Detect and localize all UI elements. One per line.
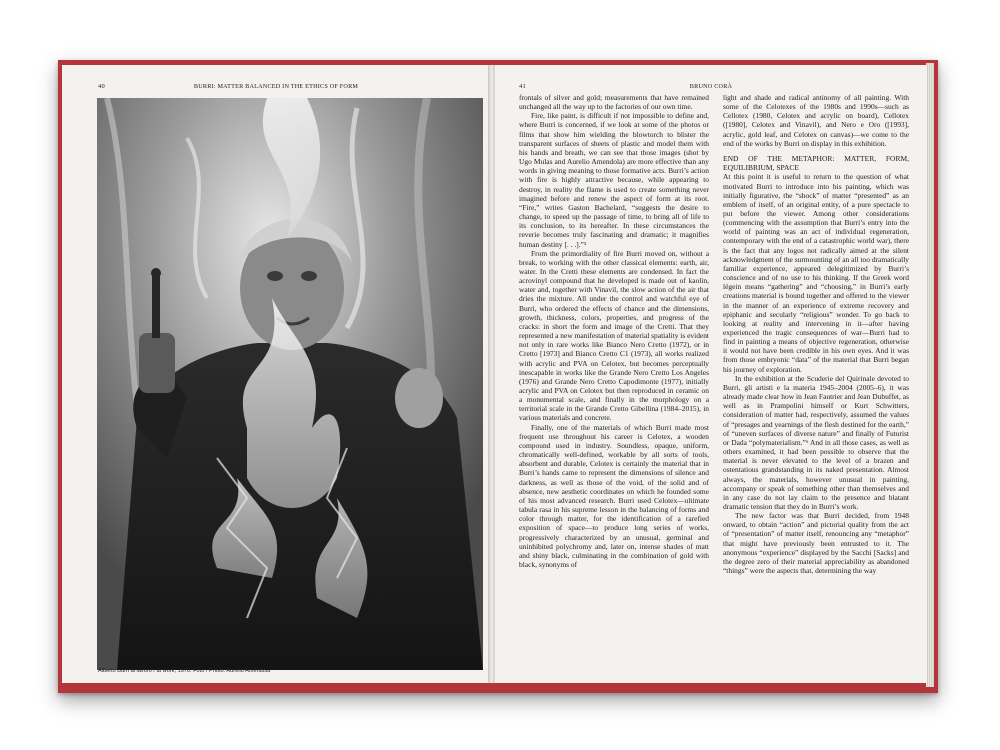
paragraph: frontals of silver and gold; measurements that have remained unchanged all the way up to the factories of our own time.	[519, 93, 709, 112]
artist-photo	[97, 98, 483, 670]
text-column-1	[519, 93, 709, 569]
text-column-2	[723, 93, 909, 575]
right-running-head: BRUNO CORÀ	[689, 83, 733, 90]
paragraph: From the primordiality of fire Burri moved on, without a break, to working with the other classical elements: earth, air, water. In the Cretti these elements are condensed. In fact the acrovinyl compound that he developed is made out of kaolin, water and, together with Vinavil, the slow action of the air that dries the mixture. All under the control and watchful eye of Burri, who ordered the effects of chance and the dimensions, growth, thickness, colors, properties, and progress of the cracks: in short the form and image of the Cretti. That they represented a new manifestation of material spatiality is evident not only in rare works like Bianco Nero Cretto (1972), or in Cretto [1973] and Bianco Cretto C1 (1973), all works realized with acrylic and PVA on Celotex, but becomes perceptually inescapable in works like the Grande Nero Cretto Los Angeles (1976) and Grande Nero Cretto Capodimonte (1977), initially acrylic and PVA on Celotex but then reproduced in ceramic on a monumental scale, and finally in the morphology on a territorial scale in the Grande Cretto Gibellina (1984–2015), in various materials and concrete.	[519, 248, 710, 423]
right-page	[494, 65, 927, 683]
open-book	[58, 60, 938, 693]
left-folio: 40	[98, 83, 105, 90]
section-heading: END OF THE METAPHOR: MATTER, FORM, EQUILIBRIUM, SPACE	[723, 153, 909, 173]
paragraph: In the exhibition at the Scuderie del Quirinale devoted to Burri, gli artisti e la materia 1945–2004 (2005–6), it was already made clear how in Jean Fautrier and Jean Dubuffet, as well as in Prampolini himself or Kurt Schwitters, consideration of matter had, respectively, assumed the values of “presages and yearnings of the flesh destined for the earth,” of “uneven surfaces of diverse nature” and finally of Futurist or Dada “polymaterialism.”⁶ And in all those cases, as well as others examined, it had been possible to observe that the material is never elevated to the level of a brazen and ostentatious grandstanding in its naked presentation. Almost always, the materials, however unusual in painting, accompany or speak of something other than themselves and in any case do not lay claim to the presence and blatant dramatic tension that they do in Burri’s work.	[723, 373, 909, 511]
right-folio: 41	[519, 83, 526, 90]
page-edges	[926, 63, 934, 687]
paragraph: light and shade and radical antinomy of all painting. With some of the Celotexes of the 1980s and 1990s—such as Cellotex (1980, Celotex and acrylic on board), Cellotex ([1980], Celotex and Vinavil), and Nero e Oro ([1993], acrylic, gold leaf, and Celotex on canvas)—we come to the end of the works by Burri on display in this exhibition.	[723, 93, 909, 148]
photo-caption: Alberto Burri al lavoro / at work, 1976. Foto / Photo: Aurelio Amendola	[98, 668, 271, 674]
left-page	[62, 65, 491, 683]
paragraph: Fire, like paint, is difficult if not impossible to define and, where Burri is concerned, if we look at some of the photos or films that show him wielding the blowtorch to blister the transparent surfaces of sheets of plastic and model them with his hands and breath, we can see that those images (shot by Ugo Mulas and Aurelio Amendola) are more effective than any words in giving meaning to those formative acts. Burri’s action with fire is highly attractive because, while appearing to destroy, in reality the flame is used to create something never imagined before and renew the aspect of form at its root. “Fire,” writes Gaston Bachelard, “suggests the desire to change, to speed up the passage of time, to bring all of life to its conclusion, to its hereafter. In these circumstances the reverie becomes truly fascinating and dramatic; it magnifies human destiny [. . .].”⁵	[519, 111, 709, 249]
paragraph: Finally, one of the materials of which Burri made most frequent use throughout his career is Celotex, a wooden compound used in industry. Soundless, opaque, uniform, chromatically well-defined, workable by all sorts of tools, absorbent and durable, Celotex is certainly the material that in Burri’s hands came to represent the dimensions of silence and darkness, as well as those of the void, of the solid and of absence, new aesthetic coordinates on which he founded some of his most advanced research. Burri used Celotex—ultimate tabula rasa in his supreme lesson in the balancing of forms and color through matter, for the identification of a rarefied exposition of space—to produce long series of works, progressively characterized by an unusual, germinal and uninhibited polychromy and, later on, intense shades of matt and shiny black, culminating in the combination of gold with black, synonyms of	[519, 422, 709, 569]
left-running-head: BURRI: MATTER BALANCED IN THE ETHICS OF FORM	[193, 83, 359, 90]
paragraph: At this point it is useful to return to the question of what motivated Burri to introduce into his painting, which was initially figurative, the “shock” of matter “presented” as an emblem of itself, of an original entity, of a pure spectacle to put before the viewer. Among other considerations (commencing with the assumption that Burri’s entry into the world of painting was an act of individual regeneration, contemporary with the end of a catastrophic world war), there is the fact that any logos not radically aimed at the silent acknowledgment of the surmounting of an all too dramatically familiar experience, appeared delegitimized by Burri’s conscience and of no use to his thinking. If the Greek word légein means “gathering” and “choosing,” in Burri’s early creations material is bound together and offered to the viewer in the manner of an experience of extreme recovery and epiphanic and secularly “religious” wonder. To go back to looking at reality and intervening in it—after having experienced the tragic consequences of war—Burri had to find in painting a means of objective regeneration, otherwise it would not have been credible in his own eyes. And it was from those embryonic “data” of the material that Burri began his journey of exploration.	[723, 172, 909, 374]
paragraph: The new factor was that Burri decided, from 1948 onward, to obtain “action” and pictorial quality from the act of “presentation” of matter itself, renouncing any “metaphor” that might have previously been entrusted to it. The anonymous “experience” displayed by the Sacchi [Sacks] and the degree zero of their material appreciability as abandoned “things” were the aspects that, determining the way	[723, 511, 909, 576]
